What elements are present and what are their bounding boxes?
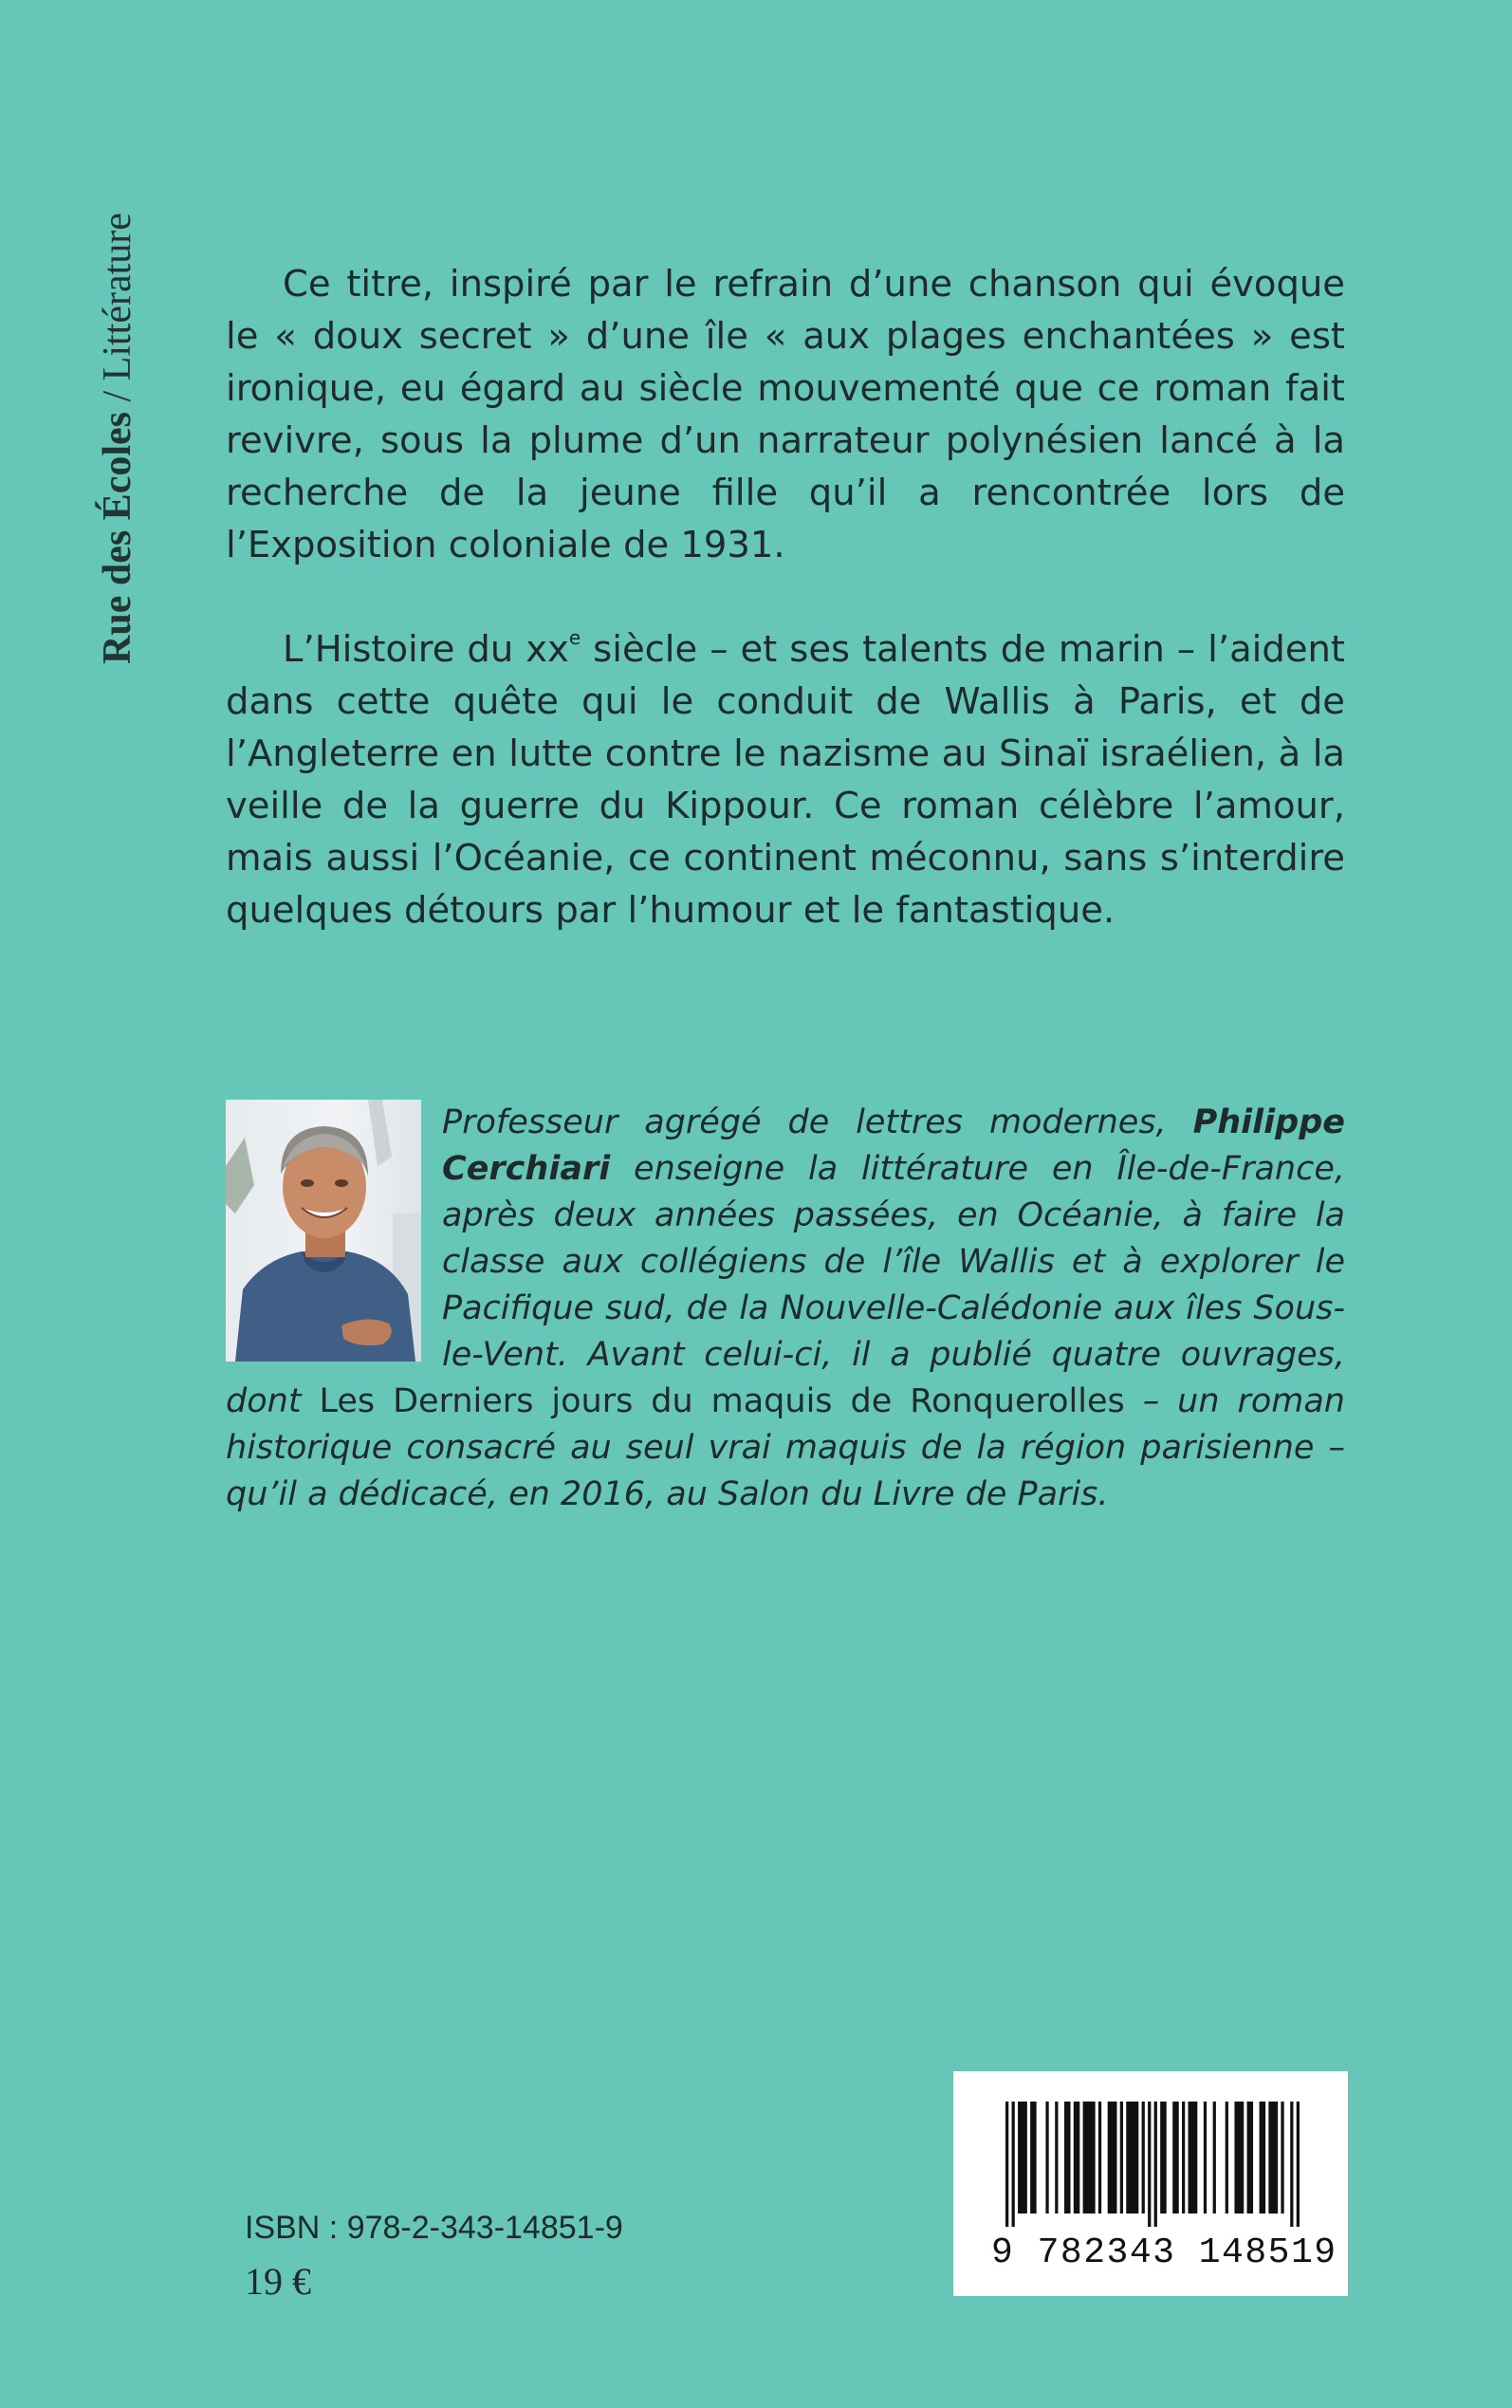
barcode-bar-23 <box>1234 2102 1244 2214</box>
barcode-bar-21 <box>1213 2102 1216 2214</box>
barcode-bar-17 <box>1172 2102 1179 2214</box>
barcode-bar-10 <box>1108 2102 1117 2214</box>
barcode-bars <box>1005 2102 1300 2227</box>
barcode-bar-19 <box>1189 2102 1198 2214</box>
barcode-bar-22 <box>1226 2102 1228 2214</box>
author-bio <box>226 1100 1345 1518</box>
barcode-bar-3 <box>1030 2102 1037 2214</box>
genre-name: Littérature <box>96 213 139 381</box>
blurb-p2-start: L’Histoire du xx <box>283 628 569 671</box>
price-text: 19 € <box>245 2260 311 2303</box>
barcode-bar-0 <box>1005 2102 1008 2227</box>
barcode-bar-4 <box>1045 2102 1048 2214</box>
barcode-bar-5 <box>1055 2102 1058 2214</box>
barcode-bar-28 <box>1290 2102 1293 2227</box>
barcode-bar-12 <box>1126 2102 1138 2214</box>
spine-separator: / <box>96 380 139 412</box>
book-blurb <box>226 258 1345 936</box>
blurb-p2-rest: siècle – et ses talents de marin – l’aident dans cette quête qui le conduit de Wallis à Paris, et de l’Angleterre en lutte contre le nazisme au Sinaï israélien, à la veille de la guerre du Kippour. Ce roman célèbre l’amour, mais aussi l’Océanie, ce continent méconnu, sans s’interdire quelques détours par l’humour et le fantastique. <box>226 628 1346 932</box>
barcode-bar-26 <box>1268 2102 1278 2214</box>
barcode <box>953 2071 1348 2296</box>
blurb-paragraph-2 <box>226 623 1345 936</box>
author-bio-part-1: enseigne la littérature en Île-de-France, après deux années passées, en Océanie, à faire la classe aux collégiens de l’île Wallis et à explorer le Pacifique sud, de la Nouvelle-Calédonie aux îles Sous-le-Vent. Avant celui-ci, il a publié quatre ouvrages, dont <box>226 1150 1345 1420</box>
barcode-bar-25 <box>1260 2102 1266 2214</box>
barcode-bar-18 <box>1182 2102 1185 2214</box>
previous-book-title: Les Derniers jours du maquis de Ronquerolles <box>319 1382 1125 1420</box>
barcode-bar-11 <box>1120 2102 1123 2214</box>
isbn-text: ISBN : 978-2-343-14851-9 <box>245 2210 623 2246</box>
blurb-paragraph-1: Ce titre, inspiré par le refrain d’une chanson qui évoque le « doux secret » d’une île « aux plages enchantées » est ironique, eu égard au siècle mouvementé que ce roman fait revivre, sous la plume d’un narrateur polynésien lancé à la recherche de la jeune fille qu’il a rencontrée lors de l’Exposition coloniale de 1931. <box>226 263 1345 566</box>
barcode-bar-8 <box>1083 2102 1096 2214</box>
barcode-bar-20 <box>1204 2102 1207 2214</box>
barcode-bar-29 <box>1297 2102 1300 2227</box>
barcode-bar-15 <box>1154 2102 1157 2227</box>
barcode-bar-24 <box>1247 2102 1254 2214</box>
spine-text <box>93 213 142 664</box>
barcode-bar-7 <box>1074 2102 1080 2214</box>
barcode-digits: 9 782343 148519 <box>991 2232 1337 2273</box>
author-photo <box>226 1100 421 1361</box>
barcode-bar-13 <box>1142 2102 1145 2214</box>
barcode-bar-9 <box>1098 2102 1101 2214</box>
barcode-bar-14 <box>1148 2102 1151 2227</box>
author-name: Philippe Cerchiari <box>442 1103 1345 1188</box>
barcode-bar-6 <box>1064 2102 1071 2214</box>
barcode-bar-1 <box>1012 2102 1015 2227</box>
author-bio-part-2: – un roman historique consacré au seul vrai maquis de la région parisienne – qu’il a dédicacé, en 2016, au Salon du Livre de Paris. <box>226 1382 1345 1513</box>
barcode-bar-27 <box>1281 2102 1283 2214</box>
series-name: Rue des Écoles <box>96 412 139 664</box>
century-superscript: e <box>568 626 581 650</box>
barcode-bar-2 <box>1018 2102 1027 2214</box>
barcode-bar-16 <box>1160 2102 1167 2214</box>
author-intro: Professeur agrégé de lettres modernes, <box>442 1103 1193 1141</box>
